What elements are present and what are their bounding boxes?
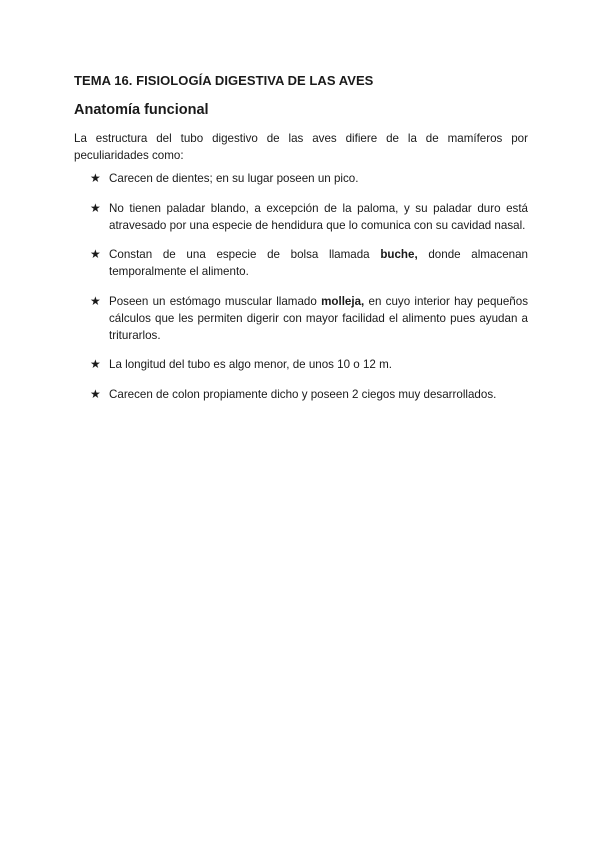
list-item — [74, 293, 528, 344]
list-item-text-start: Constan de una especie de bolsa llamada — [109, 248, 381, 261]
section-heading: Anatomía funcional — [74, 102, 209, 118]
list-item — [74, 356, 528, 373]
list-item-text-end: donde almacenan temporalmente el alimento. — [109, 248, 528, 278]
star-icon: ★ — [90, 171, 101, 185]
list-item — [74, 386, 528, 403]
list-item-text-start: Poseen un estómago muscular llamado — [109, 294, 322, 308]
star-icon: ★ — [90, 293, 101, 308]
list-item-text-end: en cuyo interior hay pequeños cálculos que les permiten digerir con mayor facilidad el alimento pues ayudan a triturarlos. — [109, 294, 528, 342]
star-icon: ★ — [90, 357, 101, 371]
star-icon: ★ — [90, 200, 101, 215]
bullet-list — [74, 170, 528, 403]
document-title: TEMA 16. FISIOLOGÍA DIGESTIVA DE LAS AVES — [74, 73, 374, 88]
list-item — [74, 246, 528, 280]
list-item-text: Carecen de colon propiamente dicho y poseen 2 ciegos muy desarrollados. — [109, 387, 497, 401]
list-item-text: Carecen de dientes; en su lugar poseen un pico. — [109, 172, 359, 185]
list-item — [74, 170, 528, 187]
list-item-text: No tienen paladar blando, a excepción de la paloma, y su paladar duro está atravesado por una especie de hendidura que lo comunica con su cavidad nasal. — [109, 201, 528, 232]
star-icon: ★ — [90, 247, 101, 261]
star-icon: ★ — [90, 386, 101, 401]
intro-paragraph: La estructura del tubo digestivo de las aves difiere de la de mamíferos por peculiaridades como: — [74, 132, 528, 162]
term-buche: buche, — [380, 248, 418, 261]
list-item-text: La longitud del tubo es algo menor, de unos 10 o 12 m. — [109, 358, 392, 371]
term-molleja: molleja, — [321, 294, 365, 308]
document-page — [74, 72, 528, 415]
list-item — [74, 200, 528, 234]
